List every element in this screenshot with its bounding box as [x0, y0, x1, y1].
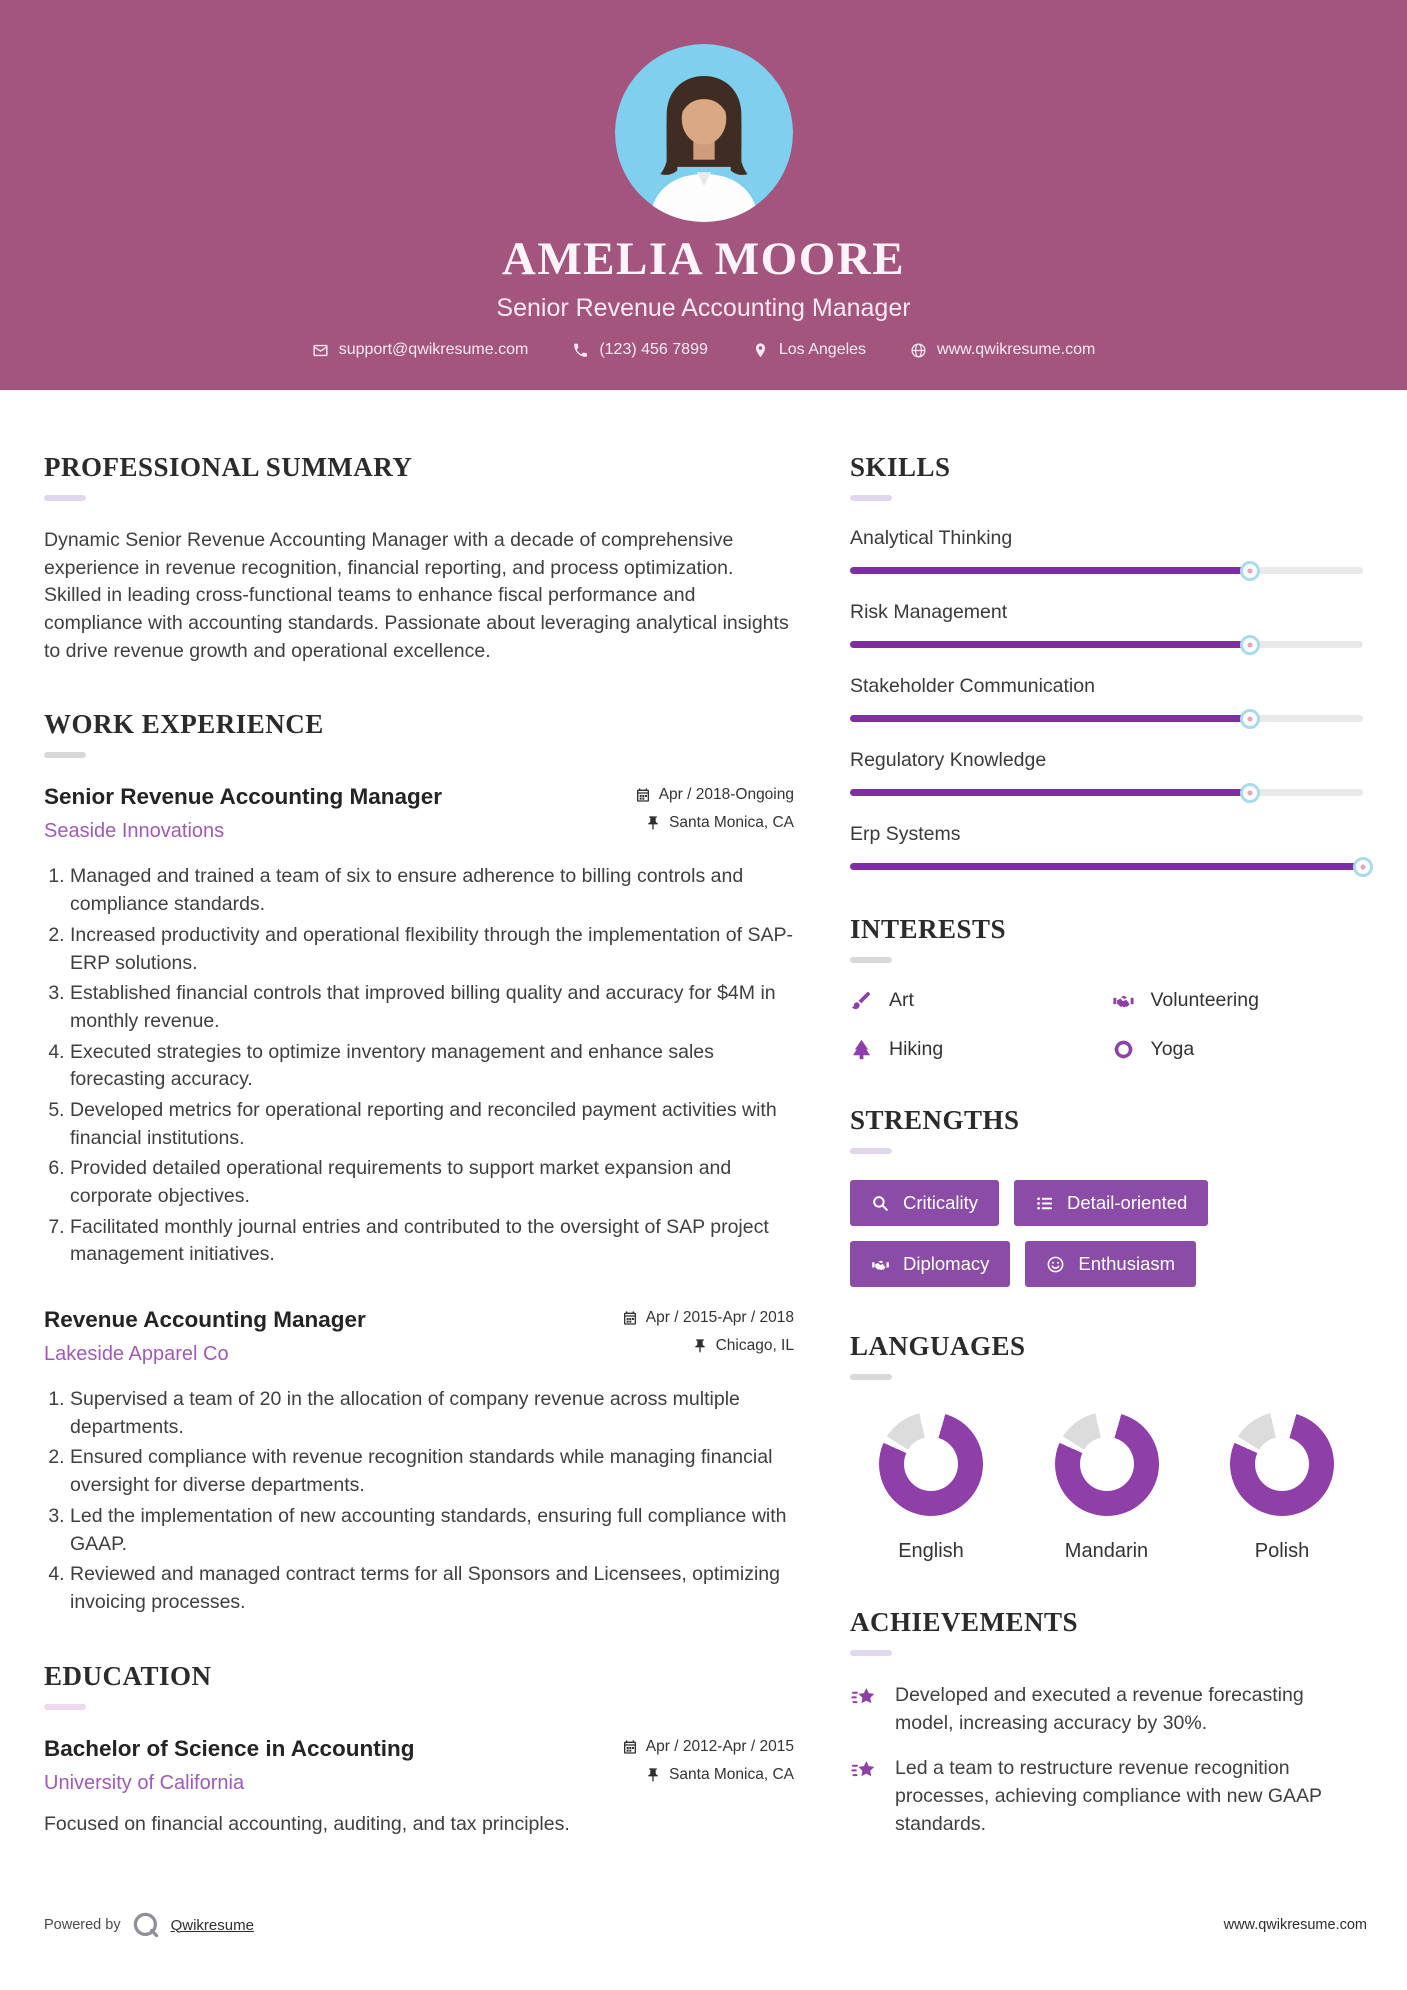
handshake-icon	[1112, 989, 1135, 1012]
date-text: Apr / 2015-Apr / 2018	[645, 1309, 794, 1327]
job-company: Lakeside Apparel Co	[44, 1343, 229, 1366]
achievement-item	[850, 1755, 1363, 1838]
qwikresume-link[interactable]: Qwikresume	[170, 1916, 254, 1934]
section-rule	[44, 752, 86, 758]
job-title: Senior Revenue Accounting Manager	[44, 784, 442, 810]
footer	[44, 1910, 1367, 1940]
shooting-star-icon	[850, 1684, 878, 1712]
job-entry	[44, 1307, 794, 1617]
contact-text: (123) 456 7899	[599, 341, 708, 358]
language-donut-chart	[1230, 1412, 1334, 1516]
job-company: Seaside Innovations	[44, 820, 225, 843]
achievement-text: Led a team to restructure revenue recognition processes, achieving compliance with new GAAP standards.	[895, 1757, 1322, 1835]
pushpin-icon	[645, 1767, 661, 1783]
education-location	[645, 1766, 794, 1784]
skill-bar-knob	[1240, 635, 1260, 655]
handshake-icon	[871, 1255, 890, 1274]
education-date	[622, 1738, 794, 1756]
section-strengths	[850, 1105, 1363, 1287]
footer-website-link[interactable]: www.qwikresume.com	[1223, 1917, 1367, 1933]
qwikresume-logo-icon	[131, 1910, 161, 1940]
section-title: ACHIEVEMENTS	[850, 1607, 1079, 1637]
location-text: Chicago, IL	[715, 1337, 794, 1355]
education-entry	[44, 1736, 794, 1839]
job-bullets	[44, 1386, 794, 1617]
right-column	[850, 452, 1363, 1882]
job-bullet: 7. Facilitated monthly journal entries and contributed to the oversight of SAP project management initiatives.	[70, 1214, 794, 1269]
interest-list	[850, 989, 1363, 1061]
location-text: Santa Monica, CA	[669, 1765, 794, 1783]
skill-bar-track	[850, 863, 1363, 870]
email-icon	[312, 342, 329, 359]
job-date	[635, 786, 794, 804]
achievement-item	[850, 1682, 1363, 1737]
section-rule	[850, 1374, 892, 1380]
skill-item	[850, 675, 1363, 722]
calendar-icon	[622, 1310, 638, 1326]
language-item	[1207, 1412, 1357, 1563]
job-bullet: 3. Established financial controls that improved billing quality and accuracy for $4M in monthly revenue.	[70, 980, 794, 1035]
skill-item	[850, 823, 1363, 870]
job-bullet: 1. Supervised a team of 20 in the allocation of company revenue across multiple departments.	[70, 1386, 794, 1441]
section-rule	[44, 1704, 86, 1710]
section-rule	[850, 1148, 892, 1154]
section-title: LANGUAGES	[850, 1331, 1026, 1361]
language-donut-chart	[879, 1412, 983, 1516]
interest-item	[1112, 1038, 1364, 1061]
language-donut-chart	[1055, 1412, 1159, 1516]
contact-item[interactable]	[312, 341, 529, 359]
section-rule	[850, 495, 892, 501]
skill-label: Risk Management	[850, 601, 1008, 623]
skill-label: Erp Systems	[850, 823, 961, 845]
job-date	[622, 1309, 794, 1327]
skill-item	[850, 601, 1363, 648]
smiley-icon	[1046, 1255, 1065, 1274]
strength-label: Enthusiasm	[1078, 1253, 1176, 1274]
summary-text: Dynamic Senior Revenue Accounting Manager with a decade of comprehensive experience in revenue recognition, financial reporting, and process optimization. Skilled in leading cross-functional teams to enhance fiscal performance and compliance with accounting standards. Passionate about leveraging analytical insights to drive revenue growth and operational excellence.	[44, 529, 789, 662]
contact-item[interactable]	[752, 341, 866, 359]
tree-icon	[850, 1038, 873, 1061]
strength-badge	[1025, 1241, 1196, 1287]
school-name: University of California	[44, 1771, 245, 1794]
section-languages	[850, 1331, 1363, 1563]
date-text: Apr / 2012-Apr / 2015	[645, 1737, 794, 1755]
skill-bar-track	[850, 567, 1363, 574]
section-title: INTERESTS	[850, 914, 1007, 944]
section-achievements	[850, 1607, 1363, 1838]
interest-item	[850, 989, 1102, 1012]
skill-bar-knob	[1240, 561, 1260, 581]
job-bullets	[44, 863, 794, 1269]
skill-item	[850, 749, 1363, 796]
skill-bar-fill	[850, 641, 1250, 648]
language-item	[1032, 1412, 1182, 1563]
paintbrush-icon	[850, 989, 873, 1012]
skill-list	[850, 527, 1363, 870]
lifebuoy-icon	[1112, 1038, 1135, 1061]
contact-item[interactable]	[910, 341, 1095, 359]
strength-badge	[850, 1180, 999, 1226]
degree-name: Bachelor of Science in Accounting	[44, 1735, 415, 1761]
job-location	[692, 1337, 794, 1355]
section-work-experience	[44, 709, 794, 1616]
photo-wrap	[0, 0, 1407, 222]
language-label: Mandarin	[1064, 1540, 1149, 1562]
skill-label: Stakeholder Communication	[850, 675, 1095, 697]
shooting-star-icon	[850, 1757, 878, 1785]
calendar-icon	[635, 787, 651, 803]
calendar-icon	[622, 1739, 638, 1755]
job-bullet: 2. Ensured compliance with revenue recognition standards while managing financial oversight for diverse departments.	[70, 1444, 794, 1499]
strength-badge	[850, 1241, 1010, 1287]
avatar	[615, 44, 793, 222]
job-list	[44, 784, 794, 1616]
section-rule	[44, 495, 86, 501]
date-text: Apr / 2018-Ongoing	[658, 786, 794, 804]
section-interests	[850, 914, 1363, 1061]
skill-bar-track	[850, 789, 1363, 796]
pushpin-icon	[645, 815, 661, 831]
phone-icon	[572, 342, 589, 359]
strength-badge	[1014, 1180, 1208, 1226]
contact-text: Los Angeles	[778, 341, 867, 358]
section-title: WORK EXPERIENCE	[44, 709, 324, 740]
education-description: Focused on financial accounting, auditing, and tax principles.	[44, 1812, 570, 1835]
language-label: English	[898, 1540, 964, 1562]
language-label: Polish	[1254, 1540, 1310, 1562]
achievement-list	[850, 1682, 1363, 1838]
content	[0, 390, 1407, 1882]
pushpin-icon	[692, 1338, 708, 1354]
section-title: PROFESSIONAL SUMMARY	[44, 452, 413, 482]
achievement-text: Developed and executed a revenue forecasting model, increasing accuracy by 30%.	[895, 1684, 1304, 1734]
section-education	[44, 1661, 794, 1839]
job-bullet: 6. Provided detailed operational requirements to support market expansion and corporate objectives.	[70, 1155, 794, 1210]
interest-label: Yoga	[1150, 1038, 1195, 1060]
interest-item	[1112, 989, 1364, 1012]
job-location	[645, 814, 794, 832]
job-bullet: 4. Executed strategies to optimize inventory management and enhance sales forecasting accuracy.	[70, 1039, 794, 1094]
interest-item	[850, 1038, 1102, 1061]
interest-label: Volunteering	[1150, 989, 1259, 1011]
job-title: Revenue Accounting Manager	[44, 1307, 366, 1333]
skill-bar-knob	[1240, 783, 1260, 803]
left-column	[44, 452, 794, 1882]
skill-bar-fill	[850, 863, 1363, 870]
powered-by	[44, 1910, 254, 1940]
interest-label: Art	[889, 989, 914, 1011]
contact-text: www.qwikresume.com	[937, 341, 1096, 358]
section-rule	[850, 1650, 892, 1656]
job-bullet: 5. Developed metrics for operational reporting and reconciled payment activities with financial institutions.	[70, 1097, 794, 1152]
strength-label: Criticality	[903, 1192, 979, 1213]
job-entry	[44, 784, 794, 1269]
location-icon	[752, 342, 769, 359]
person-title: Senior Revenue Accounting Manager	[496, 294, 911, 322]
job-bullet: 1. Managed and trained a team of six to ensure adherence to billing controls and compliance standards.	[70, 863, 794, 918]
section-professional-summary	[44, 452, 794, 665]
person-name: AMELIA MOORE	[501, 233, 906, 285]
skill-item	[850, 527, 1363, 574]
section-title: EDUCATION	[44, 1660, 212, 1691]
section-title: STRENGTHS	[850, 1105, 1020, 1135]
strength-list	[850, 1180, 1363, 1287]
contact-text: support@qwikresume.com	[338, 341, 529, 358]
job-bullet: 4. Reviewed and managed contract terms for all Sponsors and Licensees, optimizing invoicing processes.	[70, 1561, 794, 1616]
strength-label: Diplomacy	[903, 1253, 990, 1274]
skill-label: Analytical Thinking	[850, 527, 1013, 549]
strength-label: Detail-oriented	[1067, 1192, 1188, 1213]
skill-bar-knob	[1240, 709, 1260, 729]
search-icon	[871, 1194, 890, 1213]
language-item	[856, 1412, 1006, 1563]
skill-bar-fill	[850, 789, 1250, 796]
header	[0, 0, 1407, 390]
interest-label: Hiking	[889, 1038, 944, 1060]
skill-bar-knob	[1353, 857, 1373, 877]
job-bullet: 3. Led the implementation of new accounting standards, ensuring full compliance with GAAP.	[70, 1503, 794, 1558]
location-text: Santa Monica, CA	[669, 814, 794, 832]
powered-by-label: Powered by	[44, 1917, 121, 1933]
section-skills	[850, 452, 1363, 870]
contact-item[interactable]	[572, 341, 708, 359]
contact-row	[0, 341, 1407, 359]
language-list	[850, 1406, 1363, 1563]
list-icon	[1035, 1194, 1054, 1213]
skill-bar-fill	[850, 567, 1250, 574]
skill-bar-track	[850, 715, 1363, 722]
website-icon	[910, 342, 927, 359]
skill-bar-track	[850, 641, 1363, 648]
skill-bar-fill	[850, 715, 1250, 722]
section-title: SKILLS	[850, 452, 951, 482]
section-rule	[850, 957, 892, 963]
skill-label: Regulatory Knowledge	[850, 749, 1047, 771]
job-bullet: 2. Increased productivity and operational flexibility through the implementation of SAP-ERP solutions.	[70, 922, 794, 977]
